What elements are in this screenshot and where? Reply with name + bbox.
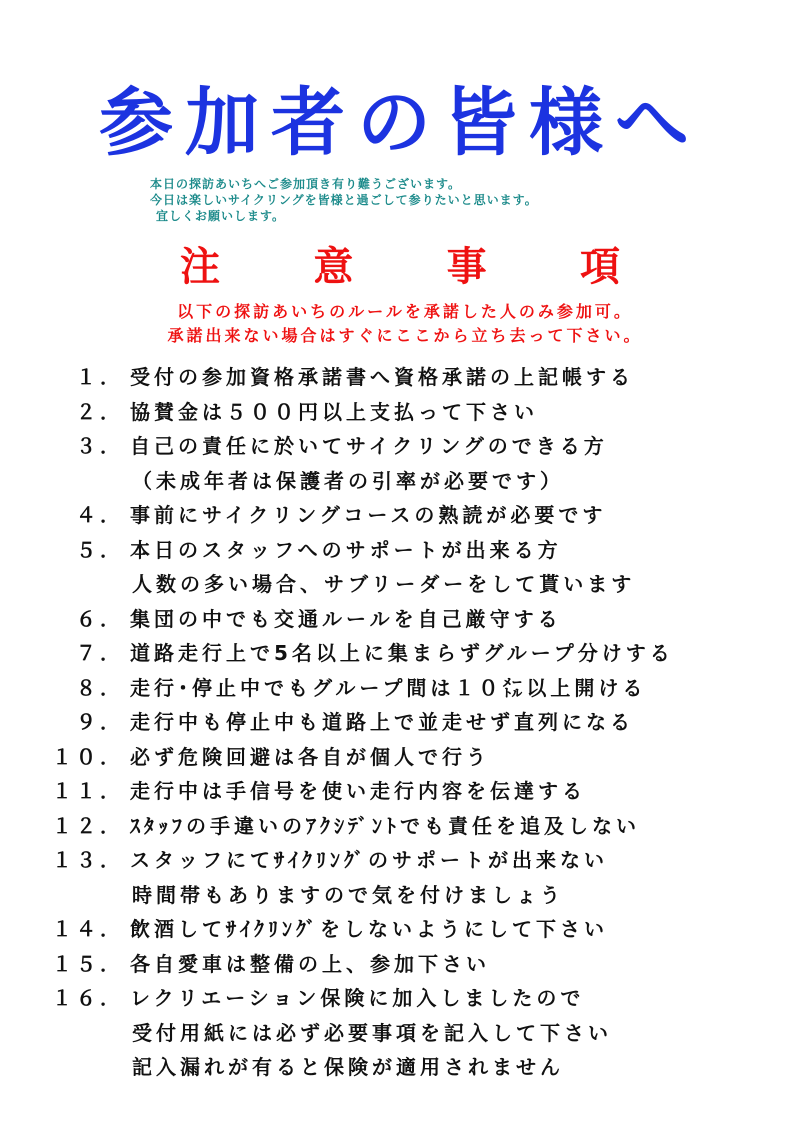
rule-text: 人数の多い場合、サブリーダーをして貰います [132,572,636,596]
rule-text: 本日のスタッフへのサポートが出来る方 [130,537,562,562]
rule-text: 自己の責任に於いてサイクリングのできる方 [130,434,608,458]
rule-text: 走行中は手信号を使い走行内容を伝達する [130,779,586,803]
rule-text: 集団の中でも交通ルールを自己厳守する [130,606,562,631]
rule-item [40,912,780,947]
rule-text: スタッフにてｻｲｸﾘﾝｸﾞのサポートが出来ない [130,848,608,872]
rule-item [40,395,780,430]
rule-number: ８． [76,675,124,700]
rule-item [40,809,780,844]
rule-text: 飲酒してｻｲｸﾘﾝｸﾞをしないようにして下さい [130,917,608,941]
rule-item-continuation [40,1050,780,1085]
greeting-line: 本日の探訪あいちへご参加頂き有り難うございます。 [150,177,462,191]
rule-text: 事前にサイクリングコースの熟読が必要です [130,503,607,527]
rule-number: ５． [76,537,124,562]
rule-item [40,774,780,809]
greeting-line: 宜しくお願いします。 [156,209,286,223]
rule-number: １６． [52,986,124,1010]
rule-number: １０． [52,744,124,769]
rule-item [40,705,780,740]
rule-text: 時間帯もありますので気を付けましょう [132,882,564,907]
rule-number: １４． [52,917,124,941]
rule-number: １． [76,365,124,389]
rule-text: 受付用紙には必ず必要事項を記入して下さい [132,1020,612,1045]
notice-heading-char: 意 [313,244,354,290]
rule-text: 受付の参加資格承諾書へ資格承諾の上記帳する [130,365,634,389]
notice-heading-char: 注 [180,244,220,290]
rule-number: １５． [52,951,124,976]
rule-text: ｽﾀｯﾌの手違いのｱｸｼﾃﾞﾝﾄでも責任を追及しない [130,813,640,838]
rule-text: 必ず危険回避は各自が個人で行う [130,744,490,769]
rule-item [40,981,780,1016]
notice-heading-char: 事 [446,244,487,290]
rule-item [40,636,780,671]
rule-item-continuation [40,1016,780,1051]
intro-line: 以下の探訪あいちのルールを承諾した人のみ参加可。 [177,302,633,321]
rule-text: 道路走行上で5名以上に集まらずグループ分けする [130,641,674,665]
rule-item [40,533,780,568]
rule-number: １１． [52,779,124,803]
rule-item [40,843,780,878]
greeting-line: 今日は楽しいサイクリングを皆様と過ごして参りたいと思います。 [150,193,538,207]
rule-item [40,498,780,533]
rules-list [40,360,780,1085]
notice-heading [180,240,620,294]
rule-item [40,671,780,706]
greeting-message [150,176,670,224]
rule-item [40,360,780,395]
rule-item-continuation [40,878,780,913]
rule-item [40,947,780,982]
intro-line: 承諾出来ない場合はすぐにここから立ち去って下さい。 [167,326,643,345]
rule-item [40,429,780,464]
page-title: 参加者の皆様へ [99,80,701,166]
rule-number: ４． [76,503,124,527]
rule-item [40,740,780,775]
intro-warning [60,300,750,348]
rule-text: （未成年者は保護者の引率が必要です） [132,468,564,493]
rule-text: 協賛金は５００円以上支払って下さい [130,399,538,424]
rule-item-continuation [40,567,780,602]
rule-number: １２． [52,813,124,838]
rule-item-continuation [40,464,780,499]
rule-text: 走行･停止中でもグループ間は１０㍍以上開ける [130,675,647,700]
notice-heading-char: 項 [579,244,620,290]
rule-text: 走行中も停止中も道路上で並走せず直列になる [130,710,634,734]
rule-number: １３． [52,848,124,872]
rule-item [40,602,780,637]
rule-number: ２． [76,399,124,424]
rule-text: 記入漏れが有ると保険が適用されません [132,1055,564,1079]
rule-number: ９． [76,710,124,734]
rule-number: ６． [76,606,124,631]
rule-number: ３． [76,434,124,458]
rule-text: レクリエーション保険に加入しましたので [130,986,585,1010]
rule-text: 各自愛車は整備の上、参加下さい [130,951,490,976]
rule-number: ７． [76,641,124,665]
